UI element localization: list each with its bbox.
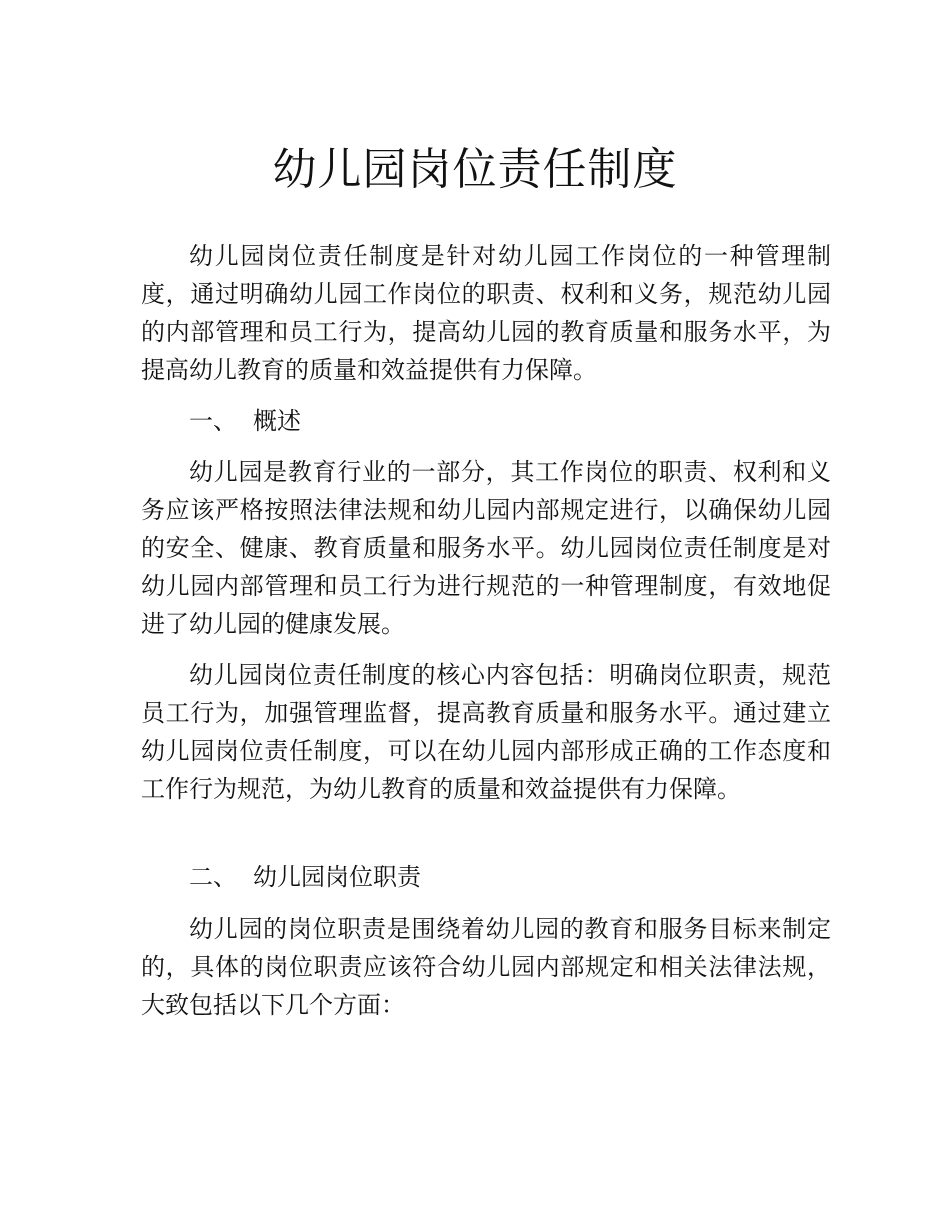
section-title: 幼儿园岗位职责 [253, 863, 421, 891]
section-number: 二、 [189, 863, 237, 891]
section-heading-duties [189, 858, 421, 896]
document-title: 幼儿园岗位责任制度 [272, 144, 678, 195]
overview-paragraph-1: 幼儿园是教育行业的一部分，其工作岗位的职责、权利和义务应该严格按照法律法规和幼儿园内部规定进行，以确保幼儿园的安全、健康、教育质量和服务水平。幼儿园岗位责任制度是对幼儿园内部管理和员工行为进行规范的一种管理制度，有效地促进了幼儿园的健康发展。 [141, 458, 831, 638]
duties-paragraph: 幼儿园的岗位职责是围绕着幼儿园的教育和服务目标来制定的，具体的岗位职责应该符合幼儿园内部规定和相关法律法规，大致包括以下几个方面： [141, 915, 831, 1019]
overview-paragraph-2: 幼儿园岗位责任制度的核心内容包括：明确岗位职责，规范员工行为，加强管理监督，提高教育质量和服务水平。通过建立幼儿园岗位责任制度，可以在幼儿园内部形成正确的工作态度和工作行为规范，为幼儿教育的质量和效益提供有力保障。 [141, 661, 831, 803]
intro-paragraph: 幼儿园岗位责任制度是针对幼儿园工作岗位的一种管理制度，通过明确幼儿园工作岗位的职责、权利和义务，规范幼儿园的内部管理和员工行为，提高幼儿园的教育质量和服务水平，为提高幼儿教育的质量和效益提供有力保障。 [141, 242, 831, 384]
section-title: 概述 [253, 407, 301, 435]
section-heading-overview [189, 402, 301, 440]
section-number: 一、 [189, 407, 237, 435]
